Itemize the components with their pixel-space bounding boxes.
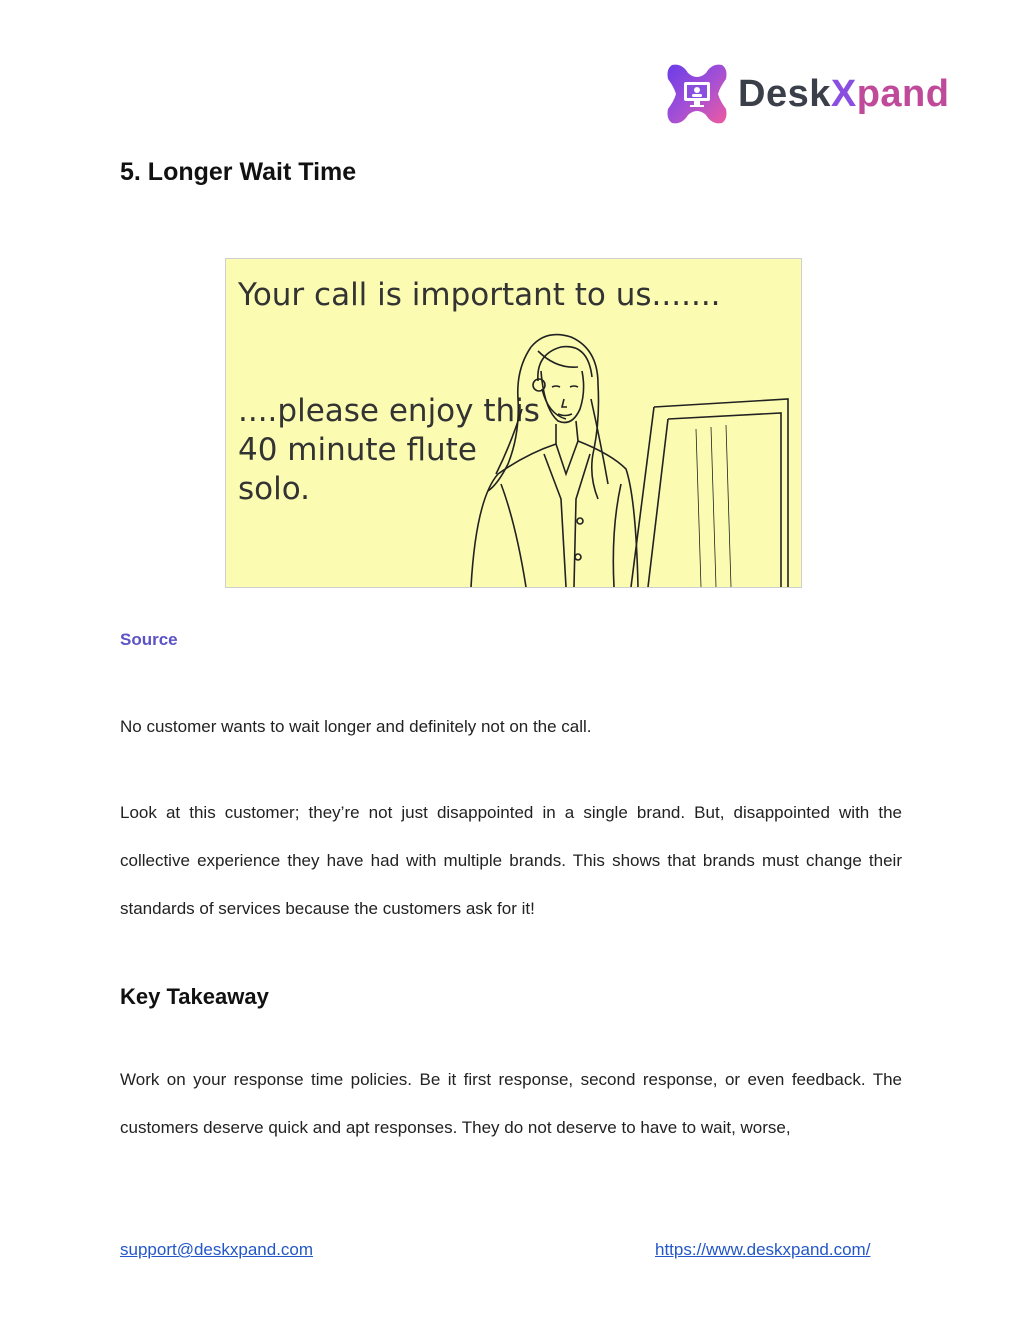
brand-name-x: X xyxy=(830,72,857,115)
footer-website-link[interactable]: https://www.deskxpand.com/ xyxy=(655,1240,871,1259)
section-title: 5. Longer Wait Time xyxy=(120,158,357,186)
meme-caption-line-2: ....please enjoy this xyxy=(238,393,540,429)
key-takeaway-heading: Key Takeaway xyxy=(120,984,269,1009)
brand-logo xyxy=(664,60,949,128)
source-link[interactable]: Source xyxy=(120,630,178,649)
footer-email-link[interactable]: support@deskxpand.com xyxy=(120,1240,314,1259)
paragraph-intro: No customer wants to wait longer and definitely not on the call. xyxy=(120,717,592,736)
brand-name-pand: pand xyxy=(856,72,950,115)
meme-caption-line-4: solo. xyxy=(238,471,311,507)
hold-music-meme-image xyxy=(225,258,802,588)
paragraph-key-takeaway: Work on your response time policies. Be it first response, second response, or even feedback. The customers deserve quick and apt responses. They do not deserve to have to wait, worse, xyxy=(120,1070,902,1137)
brand-name-desk: Desk xyxy=(738,72,831,115)
brand-name xyxy=(738,73,949,116)
meme-caption-line-3: 40 minute flute xyxy=(238,432,477,468)
deskxpand-logo-icon xyxy=(664,61,730,127)
call-center-agent-illustration xyxy=(226,259,801,587)
paragraph-customer-disappointment: Look at this customer; they’re not just disappointed in a single brand. But, disappointed with the collective experience they have had with multiple brands. This shows that brands must change their standards of services because the customers ask for it! xyxy=(120,803,902,918)
meme-caption-line-1: Your call is important to us....... xyxy=(238,277,721,313)
